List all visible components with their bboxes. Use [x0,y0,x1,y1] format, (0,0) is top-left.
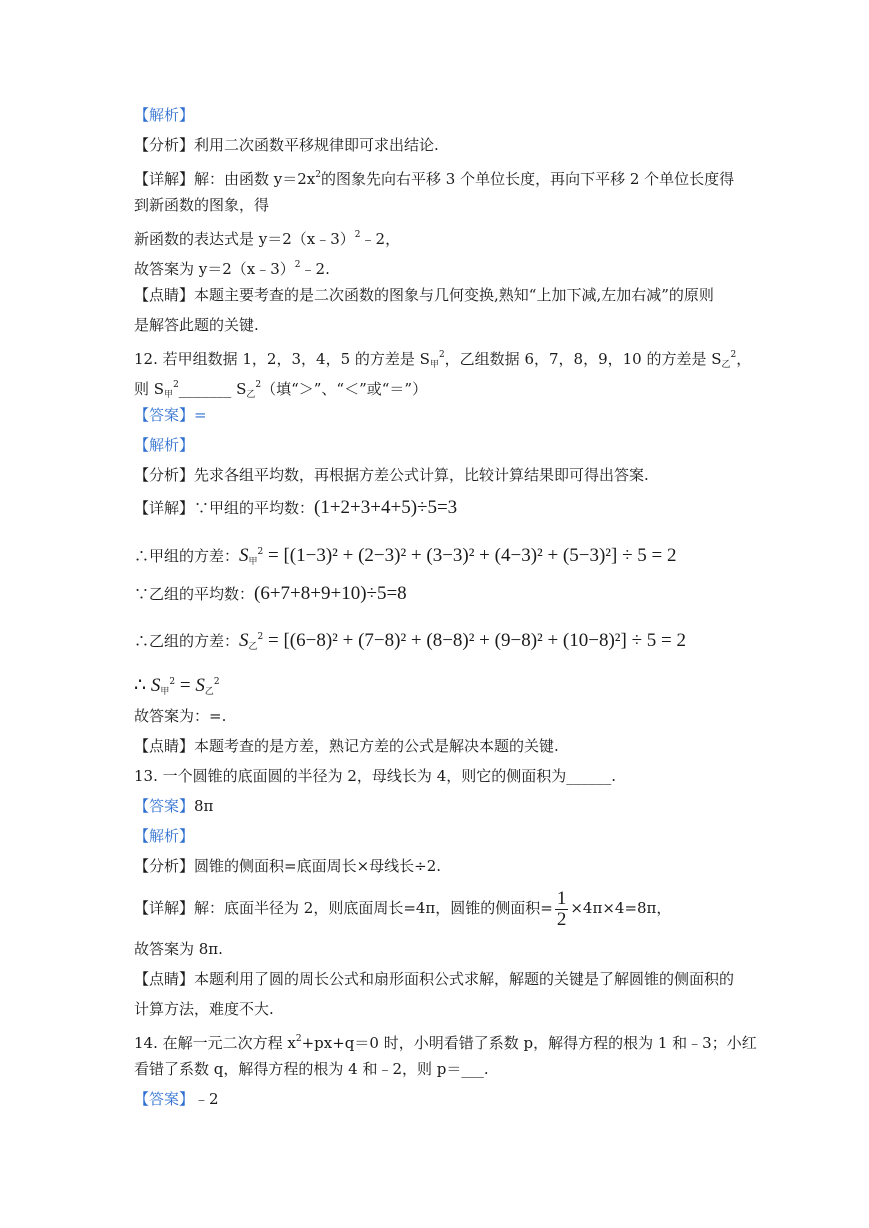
section-heading-analysis: 【解析】 [134,106,195,124]
answer-12: 【答案】= [134,406,207,424]
comment-line: 【点睛】本题利用了圆的周长公式和扇形面积公式求解，解题的关键是了解圆锥的侧面积的 [134,970,735,988]
comment-line-cont: 计算方法，难度不大. [134,1000,274,1018]
answer-14: 【答案】﹣2 [134,1090,219,1108]
analysis-line: 【分析】利用二次函数平移规律即可求出结论. [134,136,439,154]
solution-line: 【详解】解：底面半径为 2，则底面周长=4π，圆锥的侧面积= $\frac{1}{2}$ ×4π×4=8π， [134,887,672,930]
expression-line: 新函数的表达式是 y＝2（x﹣3）$^2$﹣2， [134,230,401,248]
analysis-line: 【分析】圆锥的侧面积=底面周长×母线长÷2. [134,857,442,875]
fraction-one-half: $\frac{1}{2}$ [556,887,567,930]
question-14: 14. 在解一元二次方程 $x^2+px+q=0$ 时，小明看错了系数 p，解得方程的根为 1 和﹣3；小红 [134,1034,757,1052]
mean-group-b: ∵乙组的平均数：(6+7+8+9+10)÷5=8 [134,583,407,604]
mean-group-a: 【详解】∵甲组的平均数：(1+2+3+4+5)÷5=3 [134,497,458,518]
section-heading-analysis: 【解析】 [134,436,195,454]
analysis-line: 【分析】先求各组平均数，再根据方差公式计算，比较计算结果即可得出答案. [134,466,649,484]
question-12: 12. 若甲组数据 1，2，3，4，5 的方差是 $S_甲^2$，乙组数据 6，7，8，9，10 的方差是 $S_乙^2$， [134,350,752,370]
variance-compare: ∴ $S_甲^2 = S_乙^2$ [134,675,220,697]
section-heading-analysis: 【解析】 [134,827,195,845]
answer-line: 故答案为 y＝2（x﹣3）$^2$﹣2. [134,260,330,278]
solution-line-cont: 到新函数的图象，得 [134,196,270,214]
answer-13: 【答案】8π [134,797,214,815]
comment-line: 【点睛】本题考查的是方差，熟记方差的公式是解决本题的关键. [134,737,559,755]
variance-group-a: ∴甲组的方差：$S_甲^2 = [(1-3)^2 + (2-3)^2 + (3-3)^2 + (4-3)^2 + (5-3)^2] \div 5 = 2$ [134,545,677,567]
variance-group-b: ∴乙组的方差：$S_乙^2 = [(6-8)^2 + (7-8)^2 + (8-8)^2 + (9-8)^2 + (10-8)^2] \div 5 = 2$ [134,630,686,652]
answer-line: 故答案为 8π. [134,940,223,958]
question-12-cont: 则 $S_甲^2\_\_\_\_\_\_\_$ $S_乙^2$（填“＞”、“＜”或“＝”） [134,380,428,400]
comment-line: 【点睛】本题主要考查的是二次函数的图象与几何变换,熟知“上加下减,左加右减”的原则 [134,286,714,304]
question-13: 13. 一个圆锥的底面圆的半径为 2，母线长为 4，则它的侧面积为______. [134,767,617,785]
question-14-cont: 看错了系数 q，解得方程的根为 4 和﹣2，则 p＝___. [134,1060,489,1078]
comment-line-cont: 是解答此题的关键. [134,316,259,334]
solution-line: 【详解】解：由函数 $y=2x^2$的图象先向右平移 3 个单位长度，再向下平移 2 个单位长度得 [134,170,735,188]
answer-line: 故答案为：=. [134,707,227,725]
